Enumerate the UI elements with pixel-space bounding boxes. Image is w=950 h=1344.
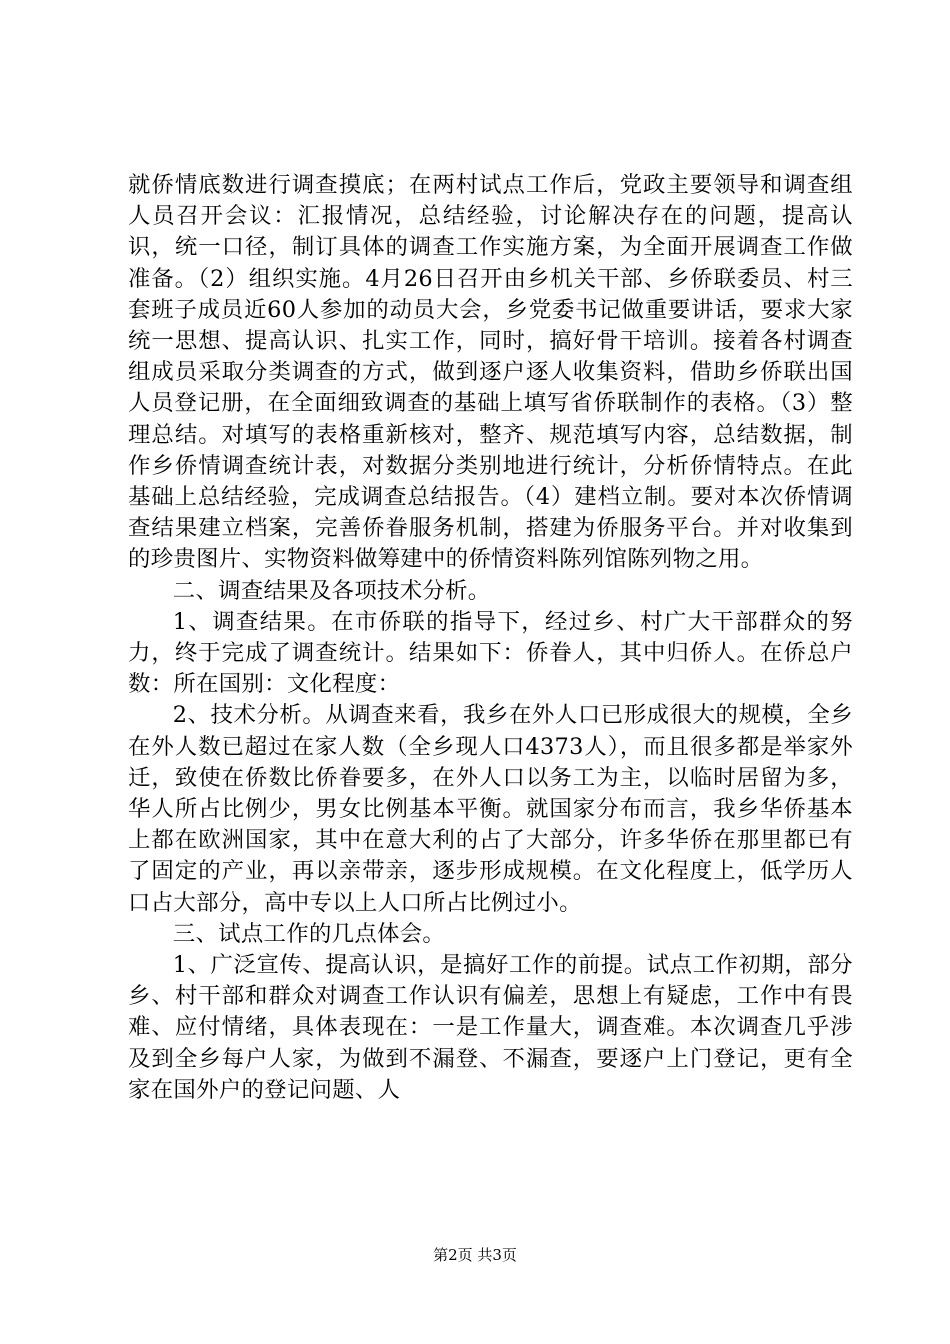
page-footer: 第2页 共3页 xyxy=(433,1246,517,1264)
section-heading-2: 二、调查结果及各项技术分析。 xyxy=(172,577,491,604)
paragraph-survey-results: 1、调查结果。在市侨联的指导下，经过乡、村广大干部群众的努力，终于完成了调查统计。结果如下：侨眷人，其中归侨人。在侨总户数：所在国别：文化程度： xyxy=(128,608,853,698)
section-heading-3: 三、试点工作的几点体会。 xyxy=(172,920,446,947)
document-body xyxy=(128,170,853,1106)
paragraph-technical-analysis: 2、技术分析。从调查来看，我乡在外人口已形成很大的规模，全乡在外人数已超过在家人数（全乡现人口4373人），而且很多都是举家外迁，致使在侨数比侨眷要多，在外人口以务工为主，以临时居留为多，华人所占比例少，男女比例基本平衡。就国家分布而言，我乡华侨基本上都在欧洲国家，其中在意大利的占了大部分，许多华侨在那里都已有了固定的产业，再以亲带亲，逐步形成规模。在文化程度上，低学历人口占大部分，高中专以上人口所占比例过小。 xyxy=(128,702,853,916)
paragraph-1: 就侨情底数进行调查摸底；在两村试点工作后，党政主要领导和调查组人员召开会议：汇报情况，总结经验，讨论解决存在的问题，提高认识，统一口径，制订具体的调查工作实施方案，为全面开展调查工作做准备。（2）组织实施。4月26日召开由乡机关干部、乡侨联委员、村三套班子成员近60人参加的动员大会，乡党委书记做重要讲话，要求大家统一思想、提高认识、扎实工作，同时，搞好骨干培训。接着各村调查组成员采取分类调查的方式，做到逐户逐人收集资料，借助乡侨联出国人员登记册，在全面细致调查的基础上填写省侨联制作的表格。（3）整理总结。对填写的表格重新核对，整齐、规范填写内容，总结数据，制作乡侨情调查统计表，对数据分类别地进行统计，分析侨情特点。在此基础上总结经验，完成调查总结报告。（4）建档立制。要对本次侨情调查结果建立档案，完善侨眷服务机制，搭建为侨服务平台。并对收集到的珍贵图片、实物资料做筹建中的侨情资料陈列馆陈列物之用。 xyxy=(128,172,853,573)
paragraph-experience-1: 1、广泛宣传、提高认识，是搞好工作的前提。试点工作初期，部分乡、村干部和群众对调查工作认识有偏差，思想上有疑虑，工作中有畏难、应付情绪，具体表现在：一是工作量大，调查难。本次调查几乎涉及到全乡每户人家，为做到不漏登、不漏查，要逐户上门登记，更有全家在国外户的登记问题、人 xyxy=(128,952,853,1103)
